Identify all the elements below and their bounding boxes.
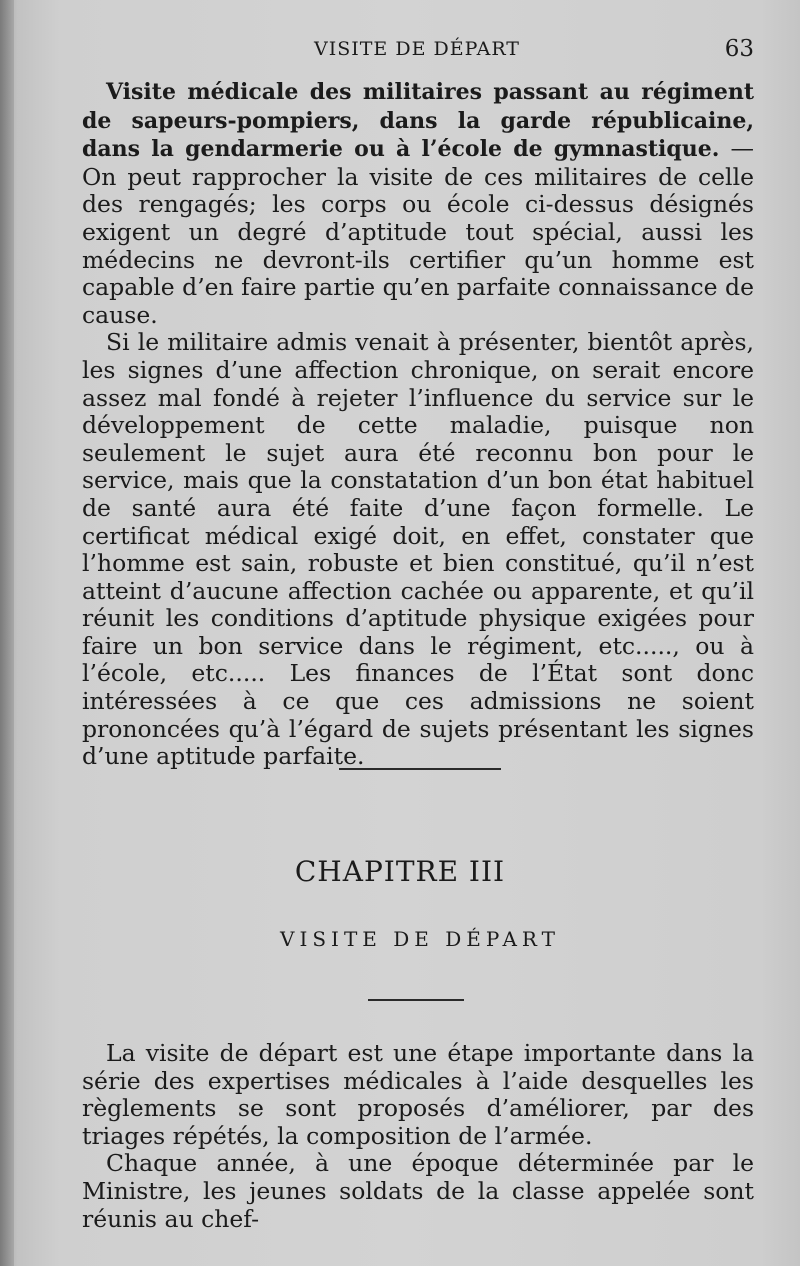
paragraph-two: Si le militaire admis venait à présenter, bientôt après, les signes d’une affection chronique, on serait encore assez mal fondé à rejeter l’influence du service sur le développement de cette maladie, puisque non seulement le sujet aura été reconnu bon pour le service, mais que la constatation d’un bon état habituel de santé aura été faite d’une façon formelle. Le certificat médical exigé doit, en effet, constater que l’homme est sain, robuste et bien constitué, qu’il n’est atteint d’aucune affection cachée ou apparente, et qu’il réunit les conditions d’aptitude physique exigées pour faire un bon service dans le régiment, etc....., ou à l’école, etc..... Les finances de l’État sont donc intéressées à ce que ces admissions ne soient prononcées qu’à l’égard de sujets présentant les signes d’une aptitude parfaite. (82, 328, 754, 771)
section-divider-rule (339, 768, 501, 770)
running-title: VISITE DE DÉPART (314, 38, 520, 60)
bold-lead-heading: Visite médicale des militaires passant au régiment de sapeurs-pompiers, dans la garde républicaine, dans la gendarmerie ou à l’école de gymnastique. (82, 79, 754, 163)
page-number: 63 (724, 36, 754, 62)
running-head (84, 38, 754, 68)
chapter-title: CHAPITRE III (294, 855, 506, 888)
paragraph-one (82, 78, 754, 329)
chapter-paragraph-two: Chaque année, à une époque déterminée par le Ministre, les jeunes soldats de la classe appelée sont réunis au chef- (82, 1149, 754, 1233)
section-two (82, 1040, 754, 1233)
chapter-paragraph-one: La visite de départ est une étape importante dans la série des expertises médicales à l’aide desquelles les règlements se sont proposés d’améliorer, par des triages répétés, la composition de l’armée. (82, 1039, 754, 1150)
chapter-subtitle: VISITE DE DÉPART (280, 927, 560, 951)
chapter-divider-rule (368, 999, 464, 1001)
page-spine-shadow (0, 0, 14, 1266)
section-one (82, 78, 754, 771)
paragraph-one-text: — On peut rapprocher la visite de ces militaires de celle des rengagés; les corps ou école ci-dessus désignés exigent un degré d’aptitude tout spécial, aussi les médecins ne devront-ils certifier qu’un homme est capable d’en faire partie qu’en parfaite connaissance de cause. (82, 134, 754, 329)
